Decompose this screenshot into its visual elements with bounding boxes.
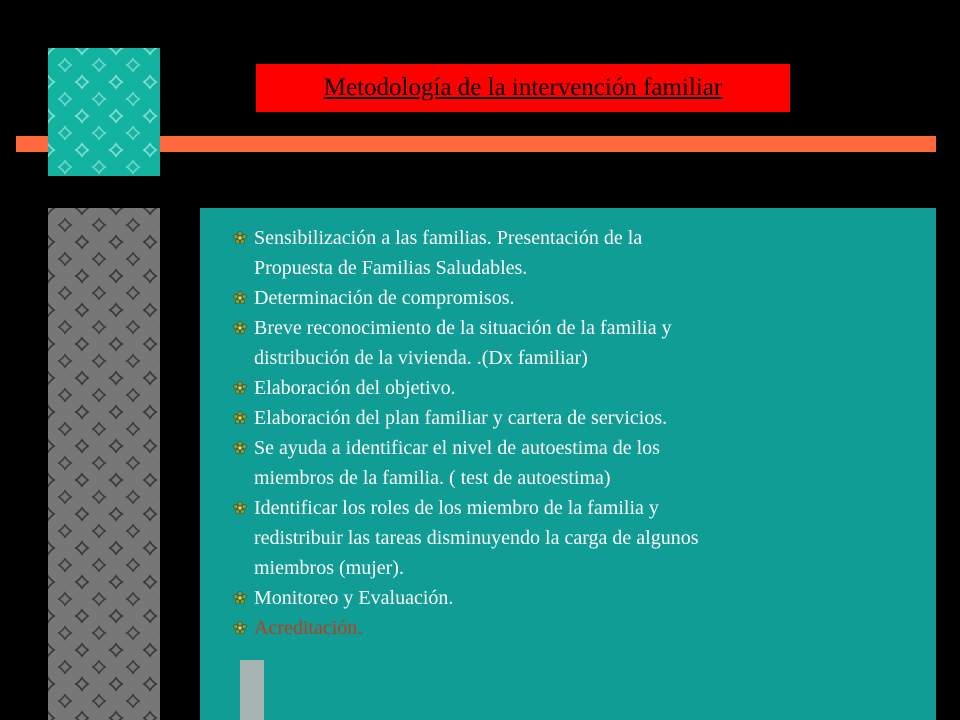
orange-accent-bar-left bbox=[16, 136, 48, 152]
gear-flower-icon bbox=[233, 381, 247, 395]
gear-flower-icon bbox=[233, 321, 247, 335]
bullet-line: miembros de la familia. ( test de autoestima) bbox=[254, 467, 611, 489]
bullet-item bbox=[232, 403, 912, 433]
bullet-line: Monitoreo y Evaluación. bbox=[254, 587, 454, 609]
bullet-list bbox=[232, 223, 912, 643]
gear-flower-icon bbox=[233, 621, 247, 635]
bullet-line: Breve reconocimiento de la situación de la familia y bbox=[254, 317, 672, 339]
bullet-line: Sensibilización a las familias. Presentación de la bbox=[254, 227, 643, 249]
bullet-item bbox=[232, 313, 912, 373]
gear-flower-icon bbox=[233, 411, 247, 425]
bullet-line: Elaboración del objetivo. bbox=[254, 377, 456, 399]
gear-flower-icon bbox=[233, 231, 247, 245]
bullet-line: Elaboración del plan familiar y cartera de servicios. bbox=[254, 407, 668, 429]
bullet-item bbox=[232, 493, 912, 583]
bullet-line: Propuesta de Familias Saludables. bbox=[254, 257, 528, 279]
gray-strip bbox=[240, 660, 264, 720]
bullet-item bbox=[232, 283, 912, 313]
bullet-line: Acreditación. bbox=[254, 617, 363, 639]
gear-flower-icon bbox=[233, 441, 247, 455]
bullet-item bbox=[232, 433, 912, 493]
bullet-item bbox=[232, 373, 912, 403]
bullet-line: Se ayuda a identificar el nivel de autoestima de los bbox=[254, 437, 660, 459]
bullet-line: redistribuir las tareas disminuyendo la carga de algunos bbox=[254, 527, 699, 549]
bullet-item bbox=[232, 583, 912, 613]
slide-title-box bbox=[256, 64, 790, 112]
gray-circle-pattern bbox=[48, 208, 160, 720]
bullet-line: Determinación de compromisos. bbox=[254, 287, 515, 309]
gear-flower-icon bbox=[233, 501, 247, 515]
teal-circle-pattern bbox=[48, 48, 160, 176]
slide-title: Metodología de la intervención familiar bbox=[323, 74, 723, 101]
bullet-item bbox=[232, 223, 912, 283]
bullet-line: Identificar los roles de los miembro de la familia y bbox=[254, 497, 659, 519]
orange-accent-bar-right bbox=[160, 136, 936, 152]
gear-flower-icon bbox=[233, 591, 247, 605]
bullet-line: distribución de la vivienda. .(Dx familiar) bbox=[254, 347, 588, 369]
gear-flower-icon bbox=[233, 291, 247, 305]
bullet-item bbox=[232, 613, 912, 643]
bullet-line: miembros (mujer). bbox=[254, 557, 404, 579]
